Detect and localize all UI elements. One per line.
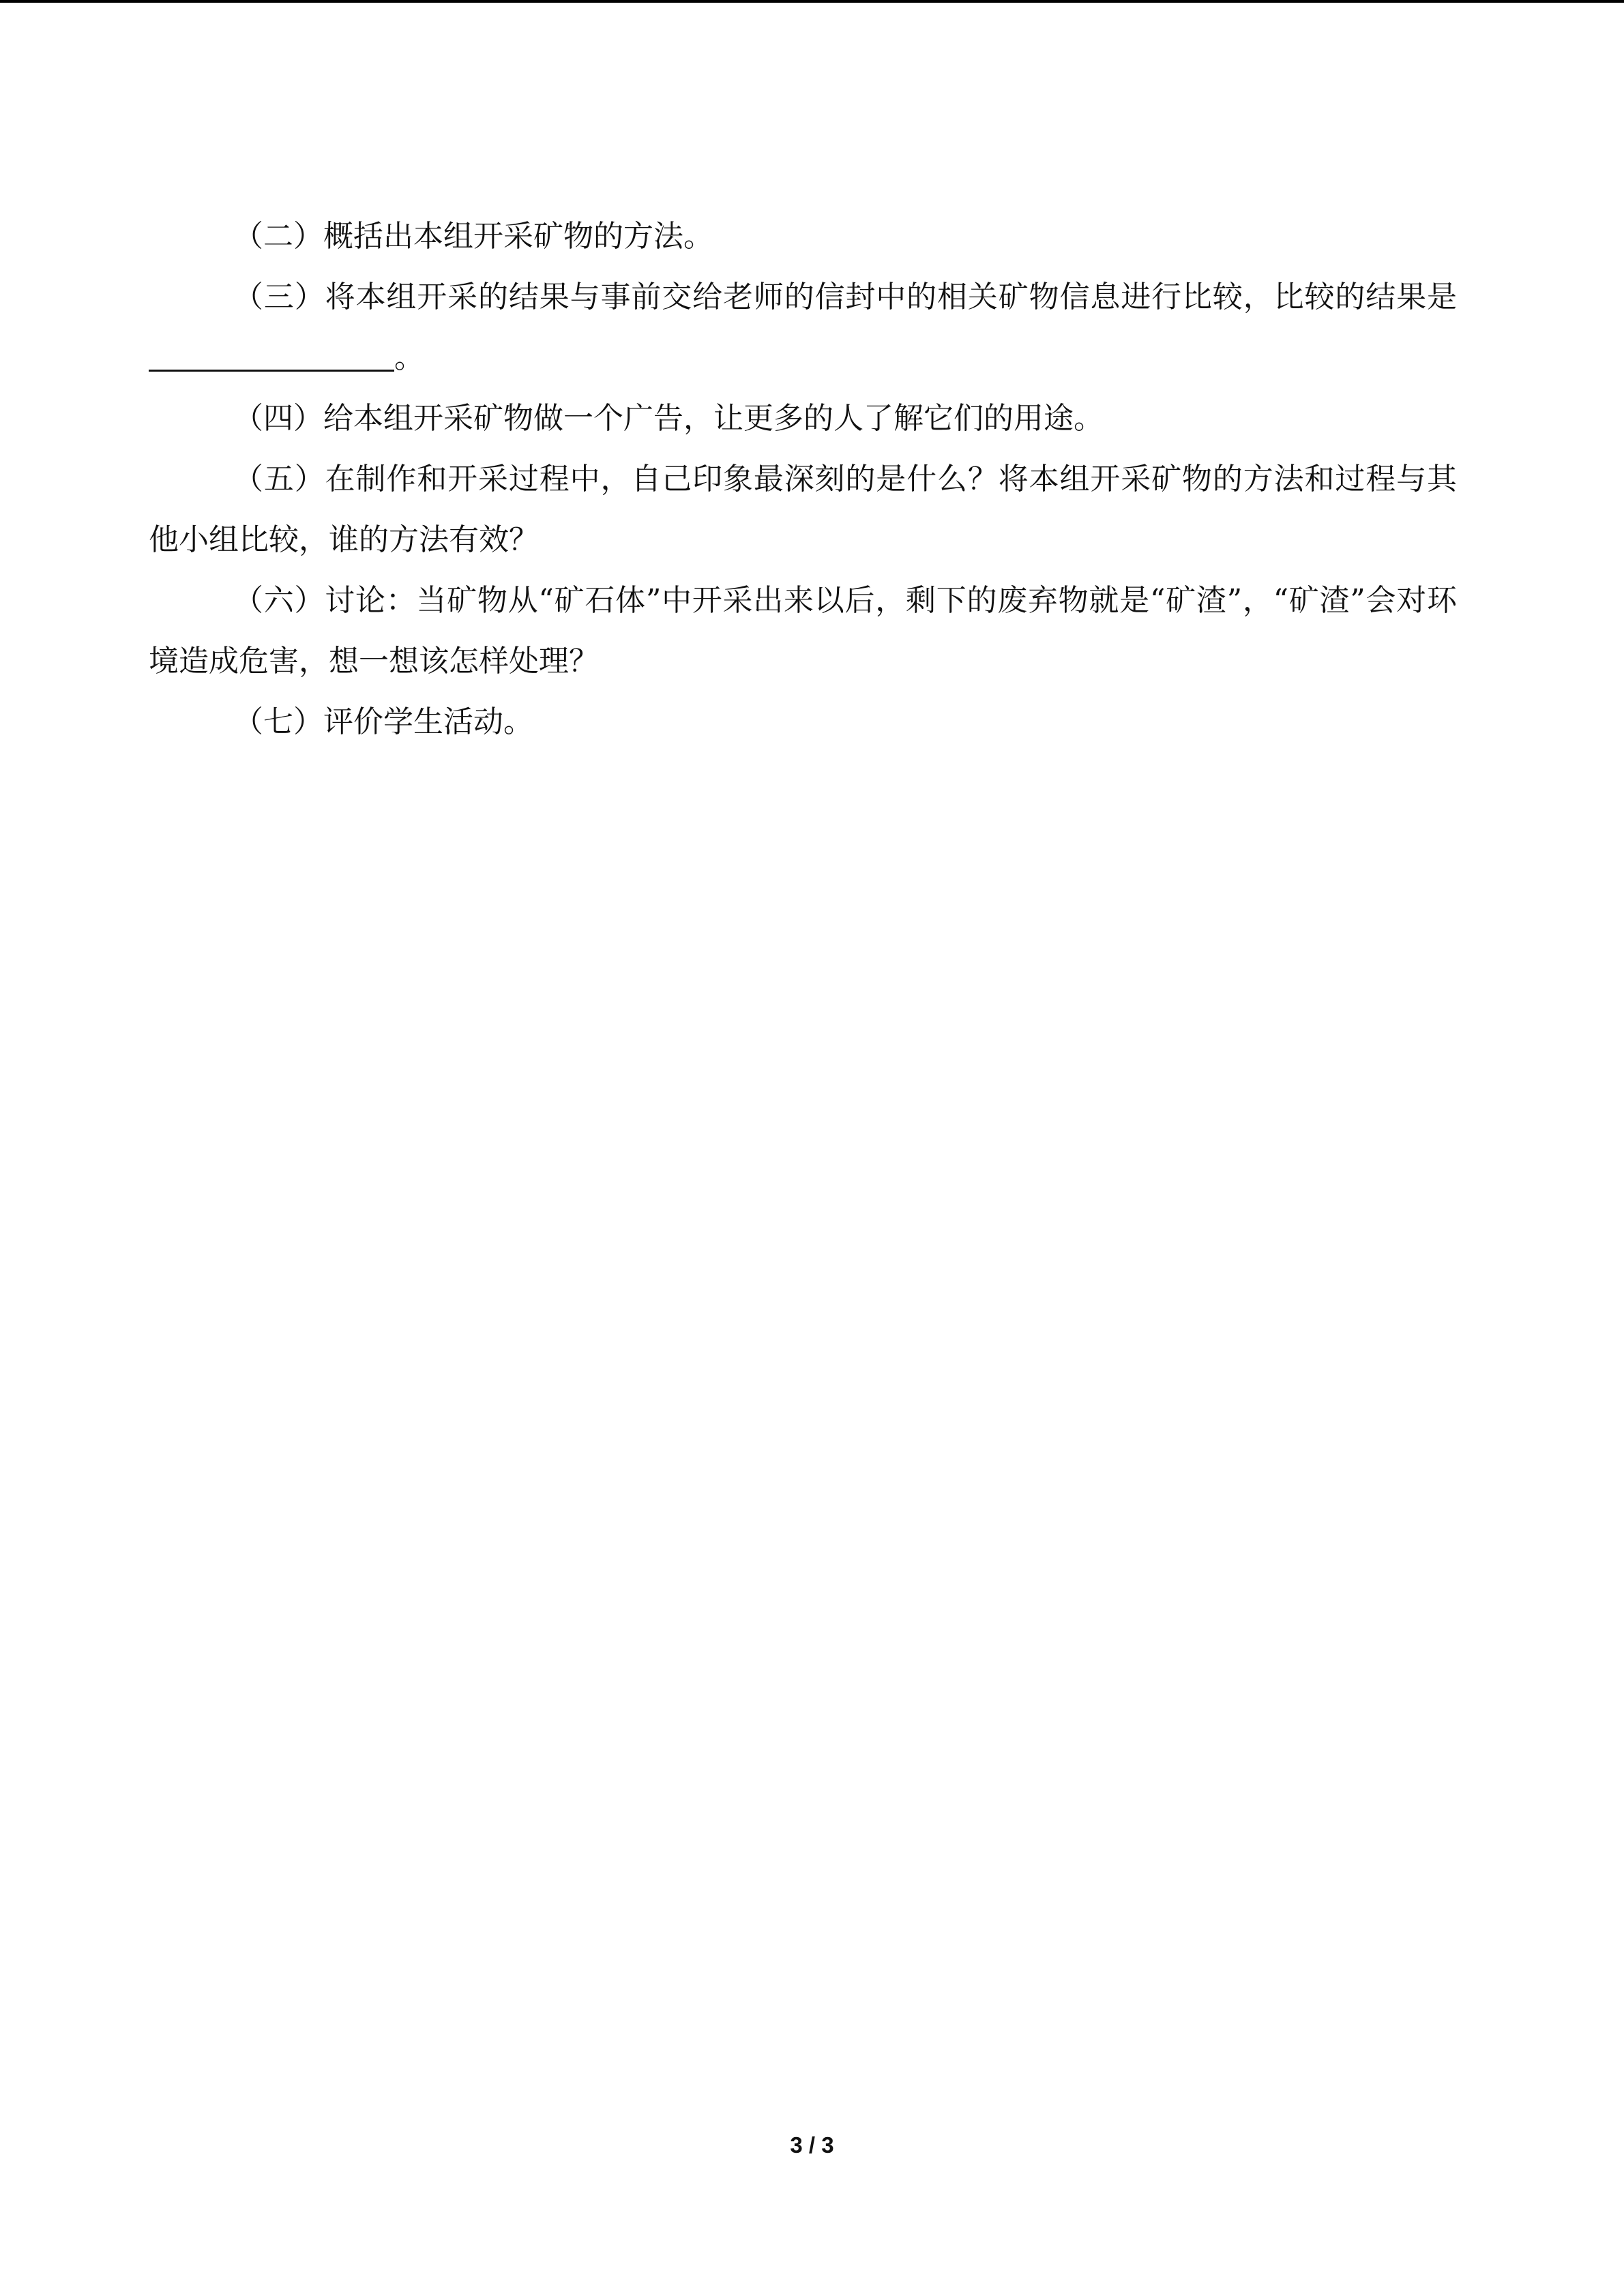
- paragraph-text: （二）概括出本组开采矿物的方法。: [233, 219, 713, 254]
- page-top-border: [0, 0, 1624, 3]
- paragraph-3: [149, 267, 1457, 388]
- paragraph-6: [149, 570, 1457, 691]
- page-number: 3 / 3: [790, 2132, 834, 2158]
- paragraph-text: （六）讨论：当矿物从“矿石体”中开采出来以后，剩下的废弃物就是“矿渣”，“矿渣”会对环境造成危害，想一想该怎样处理？: [149, 583, 1457, 679]
- fill-in-blank: [149, 369, 394, 372]
- paragraph-2: [149, 206, 1457, 267]
- paragraph-end-punctuation: 。: [394, 340, 424, 375]
- paragraph-5: [149, 449, 1457, 570]
- paragraph-text: （五）在制作和开采过程中，自己印象最深刻的是什么？将本组开采矿物的方法和过程与其他小组比较，谁的方法有效？: [149, 462, 1457, 557]
- paragraph-text: （七）评价学生活动。: [233, 704, 533, 739]
- paragraph-4: [149, 388, 1457, 449]
- paragraph-7: [149, 691, 1457, 752]
- document-body: [149, 206, 1457, 752]
- paragraph-text: （三）将本组开采的结果与事前交给老师的信封中的相关矿物信息进行比较，比较的结果是: [233, 280, 1457, 314]
- paragraph-text: （四）给本组开采矿物做一个广告，让更多的人了解它们的用途。: [233, 401, 1104, 436]
